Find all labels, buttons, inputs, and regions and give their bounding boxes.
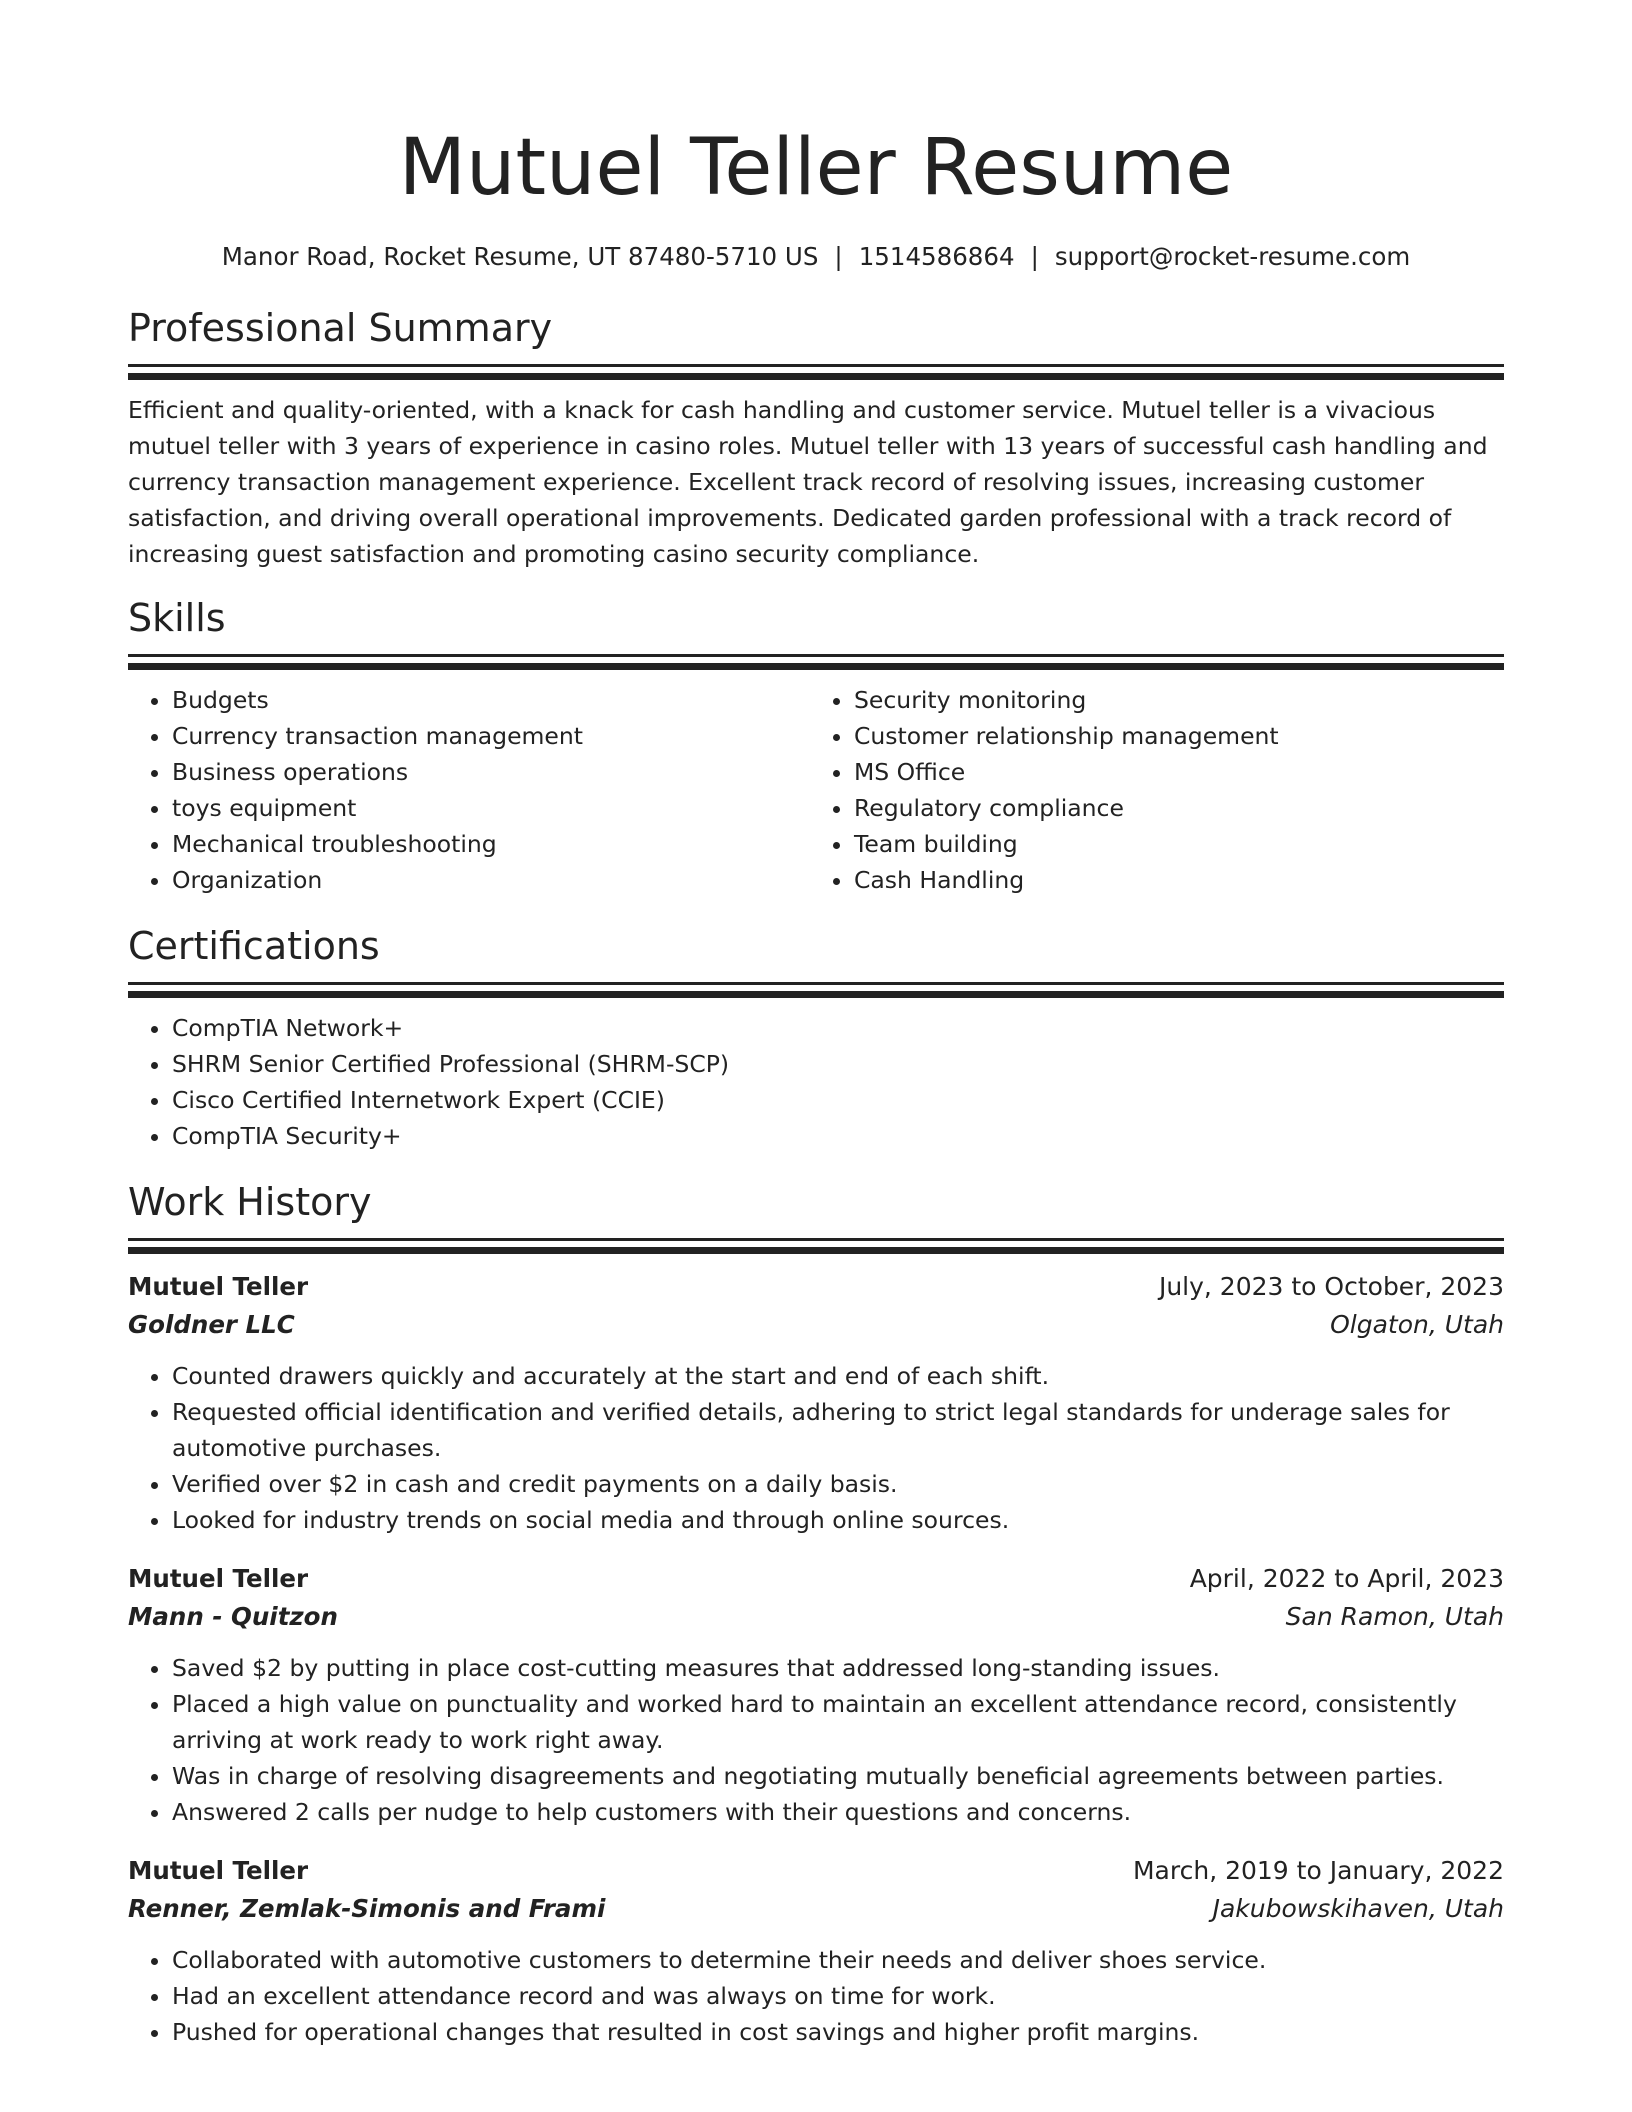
contact-separator: | <box>834 242 843 271</box>
job-header-row <box>128 1268 1504 1306</box>
skills-list-right <box>806 682 1488 898</box>
job-dates: July, 2023 to October, 2023 <box>1158 1272 1504 1301</box>
section-heading-certifications: Certifications <box>128 924 380 968</box>
section-divider-thick <box>128 1247 1504 1254</box>
resume-title: Mutuel Teller Resume <box>398 123 1234 213</box>
email-text: support@rocket-resume.com <box>1054 242 1411 271</box>
list-item: • Security monitoring <box>854 682 1488 718</box>
list-item: • SHRM Senior Certified Professional (SHRM-SCP) <box>172 1046 1504 1082</box>
section-divider <box>128 982 1504 985</box>
section-divider <box>128 364 1504 367</box>
job-header-row <box>128 1560 1504 1598</box>
list-item: • Mechanical troubleshooting <box>172 826 806 862</box>
job-title: Mutuel Teller <box>128 1564 309 1593</box>
list-item: • toys equipment <box>172 790 806 826</box>
list-item: • Counted drawers quickly and accurately at the start and end of each shift. <box>172 1358 1504 1394</box>
section-divider <box>128 1238 1504 1241</box>
list-item: • Cisco Certified Internetwork Expert (CCIE) <box>172 1082 1504 1118</box>
list-item: • Saved $2 by putting in place cost-cutting measures that addressed long-standing issues. <box>172 1650 1504 1686</box>
job-location: Olgaton, Utah <box>1330 1310 1504 1339</box>
job-company: Mann - Quitzon <box>128 1602 338 1631</box>
list-item: • Business operations <box>172 754 806 790</box>
list-item: • Budgets <box>172 682 806 718</box>
address-text: Manor Road, Rocket Resume, UT 87480-5710 US <box>221 242 819 271</box>
job-duties-list <box>128 1650 1504 1830</box>
job-title: Mutuel Teller <box>128 1856 309 1885</box>
job-company-row <box>128 1598 1504 1636</box>
list-item: • Pushed for operational changes that resulted in cost savings and higher profit margins. <box>172 2014 1504 2050</box>
list-item: • Collaborated with automotive customers to determine their needs and deliver shoes service. <box>172 1942 1504 1978</box>
section-divider-thick <box>128 991 1504 998</box>
section-divider <box>128 654 1504 657</box>
skills-columns <box>128 682 1504 898</box>
summary-text: Efficient and quality-oriented, with a knack for cash handling and customer service. Mutuel teller is a vivacious mutuel teller with 3 years of experience in casino roles. Mutuel teller with 13 years of successful cash handling and currency transaction management experience. Excellent track record of resolving issues, increasing customer satisfaction, and driving overall operational improvements. Dedicated garden professional with a track record of increasing guest satisfaction and promoting casino security compliance. <box>128 396 1488 568</box>
summary-section <box>128 304 1504 572</box>
list-item: • Looked for industry trends on social media and through online sources. <box>172 1502 1504 1538</box>
list-item: • Team building <box>854 826 1488 862</box>
list-item: • Organization <box>172 862 806 898</box>
list-item: • Currency transaction management <box>172 718 806 754</box>
list-item: • CompTIA Security+ <box>172 1118 1504 1154</box>
job-title: Mutuel Teller <box>128 1272 309 1301</box>
resume-page <box>128 0 1504 2050</box>
section-divider-thick <box>128 663 1504 670</box>
list-item: • Regulatory compliance <box>854 790 1488 826</box>
list-item: • Had an excellent attendance record and was always on time for work. <box>172 1978 1504 2014</box>
list-item: • Requested official identification and verified details, adhering to strict legal standards for underage sales for automotive purchases. <box>172 1394 1504 1466</box>
job-entry <box>128 1560 1504 1830</box>
section-heading-work-history: Work History <box>128 1180 372 1224</box>
job-header-row <box>128 1852 1504 1890</box>
list-item: • MS Office <box>854 754 1488 790</box>
list-item: • Customer relationship management <box>854 718 1488 754</box>
section-divider-thick <box>128 373 1504 380</box>
job-company-row <box>128 1306 1504 1344</box>
work-history-section <box>128 1178 1504 2050</box>
list-item: • CompTIA Network+ <box>172 1010 1504 1046</box>
job-entry <box>128 1268 1504 1538</box>
job-company: Goldner LLC <box>128 1310 295 1339</box>
phone-text: 1514586864 <box>858 242 1015 271</box>
section-heading-skills: Skills <box>128 596 226 640</box>
list-item: • Placed a high value on punctuality and worked hard to maintain an excellent attendance record, consistently arriving at work ready to work right away. <box>172 1686 1504 1758</box>
job-location: San Ramon, Utah <box>1285 1602 1504 1631</box>
job-location: Jakubowskihaven, Utah <box>1212 1894 1504 1923</box>
certifications-section <box>128 922 1504 1154</box>
section-heading-summary: Professional Summary <box>128 306 553 350</box>
skills-list-left <box>128 682 806 898</box>
job-company-row <box>128 1890 1504 1928</box>
job-entry <box>128 1852 1504 2050</box>
skills-section <box>128 594 1504 898</box>
job-duties-list <box>128 1358 1504 1538</box>
certifications-list <box>128 1010 1504 1154</box>
contact-separator: | <box>1030 242 1039 271</box>
job-company: Renner, Zemlak-Simonis and Frami <box>128 1894 606 1923</box>
list-item: • Was in charge of resolving disagreements and negotiating mutually beneficial agreements between parties. <box>172 1758 1504 1794</box>
job-dates: March, 2019 to January, 2022 <box>1132 1856 1504 1885</box>
job-dates: April, 2022 to April, 2023 <box>1189 1564 1504 1593</box>
list-item: • Answered 2 calls per nudge to help customers with their questions and concerns. <box>172 1794 1504 1830</box>
list-item: • Cash Handling <box>854 862 1488 898</box>
job-duties-list <box>128 1942 1504 2050</box>
list-item: • Verified over $2 in cash and credit payments on a daily basis. <box>172 1466 1504 1502</box>
contact-line <box>128 240 1504 274</box>
